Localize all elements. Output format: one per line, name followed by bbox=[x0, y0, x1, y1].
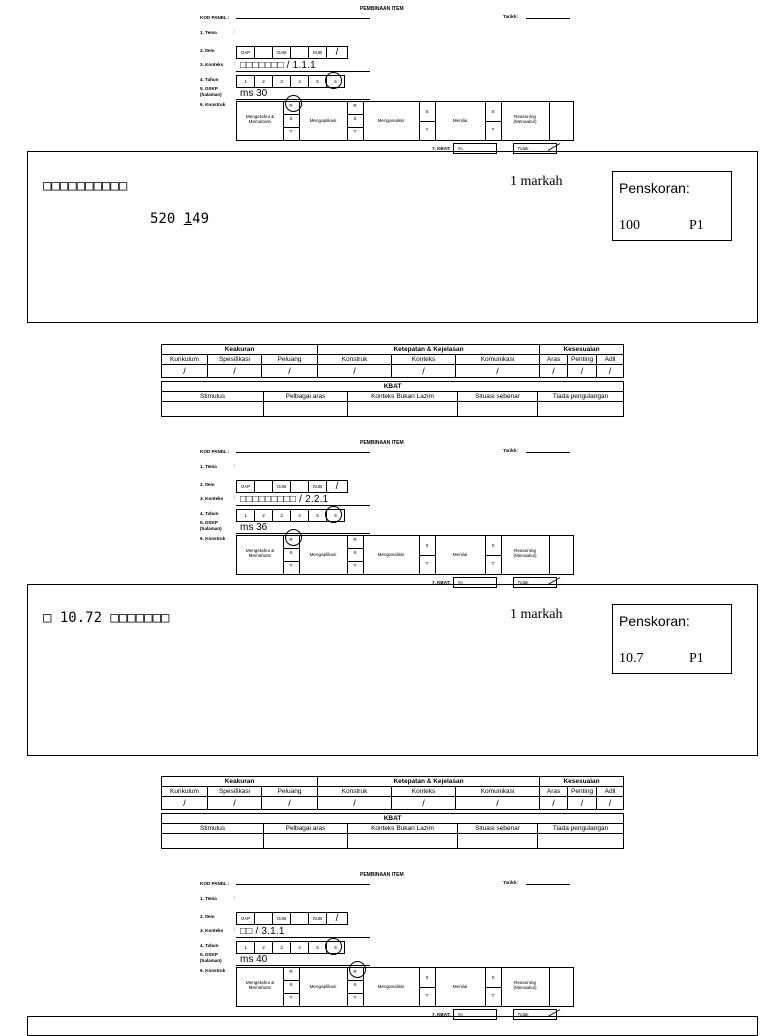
grid-line bbox=[549, 968, 550, 1006]
column-header: Penting bbox=[568, 787, 597, 797]
grid-line bbox=[283, 114, 299, 115]
grid-line bbox=[501, 536, 502, 574]
group-header: Kesesuaian bbox=[540, 345, 624, 355]
tahun-option: 6 bbox=[334, 79, 337, 84]
kbat-no: Tidak bbox=[513, 143, 557, 154]
kbat-no: Tidak bbox=[513, 1009, 557, 1020]
score-value: P1 bbox=[689, 218, 704, 233]
tick-cell: / bbox=[540, 797, 568, 810]
grid-line bbox=[549, 102, 550, 140]
kbat-label: 7. KBAT: bbox=[432, 1012, 451, 1017]
konstruk-mengaplikasi: Mengaplikasi bbox=[309, 984, 337, 989]
konstruk-mengetahui: Mengetahui & Memahami bbox=[245, 114, 275, 124]
kbat-cell bbox=[538, 402, 624, 417]
column-header: Konstruk bbox=[318, 355, 392, 365]
kbat-column: Stimulus bbox=[162, 824, 264, 834]
penskoran-label: Penskoran: bbox=[619, 613, 690, 629]
grid-line bbox=[363, 102, 364, 140]
grid-line bbox=[299, 968, 300, 1006]
item-option: SUB bbox=[309, 47, 327, 58]
item-option-tick: / bbox=[335, 913, 339, 924]
kbat-cell bbox=[264, 402, 348, 417]
kbat-table bbox=[161, 381, 624, 417]
tarikh-label: Tarikh: bbox=[503, 14, 518, 19]
konstruk-t: T bbox=[353, 563, 357, 568]
kbat-cell bbox=[162, 834, 264, 849]
grid-line bbox=[501, 102, 502, 140]
konstruk-mengaplikasi: Mengaplikasi bbox=[309, 552, 337, 557]
konstruk-t: T bbox=[353, 129, 357, 134]
grid-line bbox=[283, 561, 299, 562]
konstruk-label: 6. Konstruk bbox=[200, 102, 226, 107]
grid-line bbox=[419, 555, 435, 556]
kbat-title: KBAT bbox=[162, 382, 624, 392]
markah-label: 1 markah bbox=[510, 607, 563, 622]
selected-circle bbox=[325, 72, 342, 89]
grid-line bbox=[501, 968, 502, 1006]
konstruk-grid bbox=[236, 967, 574, 1007]
kbat-cell bbox=[348, 402, 458, 417]
kod-panel-label: KOD PANEL : bbox=[200, 881, 230, 886]
grid-line bbox=[283, 993, 299, 994]
dskp-value: ms 36 bbox=[240, 522, 268, 533]
tarikh-line bbox=[526, 884, 570, 885]
tick-cell: / bbox=[162, 797, 208, 810]
item-option: OAP bbox=[237, 47, 255, 58]
item-option: OAP bbox=[237, 481, 255, 492]
selected-circle bbox=[285, 529, 302, 546]
grid-line bbox=[347, 980, 363, 981]
review-table-1 bbox=[161, 344, 623, 417]
tahun-option: 5 bbox=[309, 510, 327, 521]
group-header: Keakuran bbox=[162, 777, 318, 787]
konstruk-r: R bbox=[289, 537, 293, 542]
tick-cell: / bbox=[318, 365, 392, 378]
column-header: Konteks bbox=[392, 787, 456, 797]
kod-panel-line bbox=[236, 18, 370, 19]
tahun-option: 4 bbox=[291, 510, 309, 521]
tick-cell: / bbox=[318, 797, 392, 810]
tahun-option: 2 bbox=[255, 510, 273, 521]
konstruk-label: 6. Konstruk bbox=[200, 536, 226, 541]
konteks-value: □□ / 3.1.1 bbox=[240, 926, 285, 937]
dskp-line bbox=[236, 533, 370, 534]
form-title: PEMBINAAN ITEM bbox=[360, 6, 404, 12]
colon: : bbox=[234, 895, 236, 901]
konteks-value: □□□□□□□ / 1.1.1 bbox=[240, 60, 316, 71]
konteks-label: 3. Konteks bbox=[200, 62, 224, 67]
konstruk-r: R bbox=[353, 969, 357, 974]
tema-label: 1. Tema bbox=[200, 30, 217, 35]
grid-line bbox=[485, 987, 501, 988]
penskoran-box bbox=[612, 171, 732, 241]
column-header: Aras bbox=[540, 355, 568, 365]
tahun-option: 3 bbox=[273, 76, 291, 87]
group-header: Ketepatan & Kejelasan bbox=[318, 777, 540, 787]
halaman-label: (halaman) bbox=[200, 958, 222, 963]
kbat-column: Tiada pengulangan bbox=[538, 392, 624, 402]
item-label: 2. Item bbox=[200, 48, 215, 53]
konstruk-r: R bbox=[353, 537, 357, 542]
item-option: SUB bbox=[309, 481, 327, 492]
question-box-1 bbox=[27, 151, 758, 323]
dskp-value: ms 30 bbox=[240, 88, 268, 99]
criteria-table bbox=[161, 776, 624, 810]
konstruk-t: T bbox=[425, 127, 429, 132]
group-header: Keakuran bbox=[162, 345, 318, 355]
grid-line bbox=[347, 114, 363, 115]
item-option bbox=[255, 913, 273, 924]
halaman-label: (halaman) bbox=[200, 92, 222, 97]
tick-cell: / bbox=[208, 365, 262, 378]
selected-circle bbox=[349, 961, 366, 978]
tahun-option: 2 bbox=[255, 76, 273, 87]
konstruk-t: T bbox=[425, 993, 429, 998]
kod-panel-label: KOD PANEL : bbox=[200, 449, 230, 454]
dskp-line bbox=[236, 99, 370, 100]
kbat-no: Tidak bbox=[513, 577, 557, 588]
konstruk-t: T bbox=[425, 561, 429, 566]
tick-cell: / bbox=[262, 365, 318, 378]
penskoran-label: Penskoran: bbox=[619, 180, 690, 196]
tahun-option: 1 bbox=[237, 76, 255, 87]
kbat-table bbox=[161, 813, 624, 849]
kbat-label: 7. KBAT: bbox=[432, 580, 451, 585]
column-header: Spesifikasi bbox=[208, 787, 262, 797]
kbat-cell bbox=[264, 834, 348, 849]
kod-panel-label: KOD PANEL : bbox=[200, 15, 230, 20]
item-option: OAB bbox=[273, 913, 291, 924]
grid-line bbox=[435, 968, 436, 1006]
tick-cell: / bbox=[597, 797, 624, 810]
konstruk-t: T bbox=[353, 995, 357, 1000]
column-header: Adil bbox=[597, 787, 624, 797]
item-option bbox=[291, 47, 309, 58]
konstruk-s: S bbox=[353, 550, 357, 555]
konstruk-mengetahui: Mengetahui & Memahami bbox=[245, 980, 275, 990]
question-text: □ 10.72 □□□□□□□ bbox=[43, 610, 170, 626]
item-form-3 bbox=[200, 872, 572, 1022]
konteks-line bbox=[236, 71, 370, 72]
grid-line bbox=[419, 121, 435, 122]
konteks-line bbox=[236, 505, 370, 506]
kbat-title: KBAT bbox=[162, 814, 624, 824]
tick-cell: / bbox=[392, 797, 456, 810]
konteks-label: 3. Konteks bbox=[200, 496, 224, 501]
konstruk-s: S bbox=[425, 975, 429, 980]
grid-line bbox=[419, 987, 435, 988]
kbat-column: Pelbagai aras bbox=[264, 824, 348, 834]
column-header: Spesifikasi bbox=[208, 355, 262, 365]
colon: : bbox=[234, 927, 236, 933]
grid-line bbox=[435, 102, 436, 140]
tahun-option: 1 bbox=[237, 510, 255, 521]
konstruk-r: R bbox=[353, 103, 357, 108]
item-option: OAB bbox=[273, 481, 291, 492]
kod-panel-line bbox=[236, 884, 370, 885]
konstruk-t: T bbox=[289, 129, 293, 134]
tahun-label: 4. Tahun bbox=[200, 943, 219, 948]
tarikh-line bbox=[526, 18, 570, 19]
grid-line bbox=[347, 127, 363, 128]
grid-line bbox=[283, 127, 299, 128]
kbat-column: Konteks Bukan Lazim bbox=[348, 392, 458, 402]
kbat-cell bbox=[162, 402, 264, 417]
tick-cell: / bbox=[208, 797, 262, 810]
selected-circle bbox=[325, 506, 342, 523]
question-text: □□□□□□□□□□ bbox=[43, 178, 128, 194]
grid-line bbox=[347, 561, 363, 562]
tarikh-label: Tarikh: bbox=[503, 880, 518, 885]
konstruk-r: R bbox=[289, 103, 293, 108]
answer-value: 100 bbox=[619, 218, 640, 233]
column-header: Adil bbox=[597, 355, 624, 365]
column-header: Kurikulum bbox=[162, 787, 208, 797]
column-header: Aras bbox=[540, 787, 568, 797]
konstruk-mengetahui: Mengetahui & Memahami bbox=[245, 548, 275, 558]
konteks-line bbox=[236, 937, 370, 938]
item-options bbox=[236, 480, 348, 493]
tick-cell: / bbox=[597, 365, 624, 378]
colon: : bbox=[234, 61, 236, 67]
item-option bbox=[255, 481, 273, 492]
column-header: Kurikulum bbox=[162, 355, 208, 365]
konstruk-reasoning: Reasoning (Menaakul) bbox=[513, 548, 537, 558]
konstruk-t: T bbox=[491, 561, 495, 566]
penskoran-box bbox=[612, 604, 732, 674]
grid-line bbox=[485, 555, 501, 556]
tahun-option: 6 bbox=[334, 945, 337, 950]
tick-cell: / bbox=[568, 797, 597, 810]
tema-label: 1. Tema bbox=[200, 896, 217, 901]
kbat-column: Pelbagai aras bbox=[264, 392, 348, 402]
kbat-yes: Yo bbox=[453, 577, 497, 588]
item-option-tick: / bbox=[335, 481, 339, 492]
column-header: Peluang bbox=[262, 355, 318, 365]
calc-part: 520 bbox=[150, 211, 184, 227]
item-label: 2. Item bbox=[200, 914, 215, 919]
konteks-value: □□□□□□□□□ / 2.2.1 bbox=[240, 494, 329, 505]
item-label: 2. Item bbox=[200, 482, 215, 487]
konstruk-t: T bbox=[289, 563, 293, 568]
kbat-cell bbox=[458, 834, 538, 849]
kbat-column: Situasi sebenar bbox=[458, 392, 538, 402]
konteks-label: 3. Konteks bbox=[200, 928, 224, 933]
item-form-1 bbox=[200, 6, 572, 156]
markah-label: 1 markah bbox=[510, 174, 563, 189]
konstruk-label: 6. Konstruk bbox=[200, 968, 226, 973]
item-options bbox=[236, 912, 348, 925]
grid-line bbox=[549, 536, 550, 574]
tick-cell: / bbox=[162, 365, 208, 378]
tahun-option: 5 bbox=[309, 942, 327, 953]
item-option bbox=[291, 481, 309, 492]
konstruk-s: S bbox=[289, 116, 293, 121]
konstruk-menganalisis: Menganalisis bbox=[377, 984, 405, 989]
konstruk-t: T bbox=[289, 995, 293, 1000]
item-option: OAP bbox=[237, 913, 255, 924]
item-option-tick: / bbox=[335, 47, 339, 58]
tahun-option: 6 bbox=[334, 513, 337, 518]
kbat-column: Tiada pengulangan bbox=[538, 824, 624, 834]
tahun-label: 4. Tahun bbox=[200, 511, 219, 516]
kbat-label: 7. KBAT: bbox=[432, 146, 451, 151]
item-options bbox=[236, 46, 348, 59]
tick-cell: / bbox=[456, 365, 540, 378]
grid-line bbox=[435, 536, 436, 574]
tema-label: 1. Tema bbox=[200, 464, 217, 469]
group-header: Ketepatan & Kejelasan bbox=[318, 345, 540, 355]
konstruk-t: T bbox=[491, 127, 495, 132]
tick-cell: / bbox=[392, 365, 456, 378]
colon: : bbox=[234, 29, 236, 35]
tarikh-label: Tarikh: bbox=[503, 448, 518, 453]
form-title: PEMBINAAN ITEM bbox=[360, 440, 404, 446]
item-option bbox=[255, 47, 273, 58]
konstruk-menganalisis: Menganalisis bbox=[377, 118, 405, 123]
kbat-yes: Yo bbox=[453, 143, 497, 154]
tarikh-line bbox=[526, 452, 570, 453]
column-header: Komunikasi bbox=[456, 787, 540, 797]
question-box-3 bbox=[27, 1016, 758, 1036]
selected-circle bbox=[325, 938, 342, 955]
tahun-option: 3 bbox=[273, 942, 291, 953]
item-option: SUB bbox=[309, 913, 327, 924]
column-header: Konstruk bbox=[318, 787, 392, 797]
konstruk-s: S bbox=[289, 982, 293, 987]
dskp-label: 5. DSKP bbox=[200, 86, 218, 91]
tahun-option: 5 bbox=[309, 76, 327, 87]
kbat-column: Stimulus bbox=[162, 392, 264, 402]
score-value: P1 bbox=[689, 651, 704, 666]
grid-line bbox=[283, 980, 299, 981]
grid-line bbox=[347, 993, 363, 994]
konstruk-s: S bbox=[353, 982, 357, 987]
konstruk-menganalisis: Menganalisis bbox=[377, 552, 405, 557]
konstruk-s: S bbox=[425, 109, 429, 114]
grid-line bbox=[485, 121, 501, 122]
question-calculation bbox=[150, 211, 209, 227]
tick-cell: / bbox=[262, 797, 318, 810]
konstruk-s: S bbox=[425, 543, 429, 548]
colon: : bbox=[234, 495, 236, 501]
dskp-value: ms 40 bbox=[240, 954, 268, 965]
tick-cell: / bbox=[568, 365, 597, 378]
criteria-table bbox=[161, 344, 624, 378]
konstruk-s: S bbox=[491, 543, 495, 548]
kbat-cell bbox=[458, 402, 538, 417]
calc-underlined: 1 bbox=[183, 211, 193, 227]
column-header: Peluang bbox=[262, 787, 318, 797]
tahun-option: 1 bbox=[237, 942, 255, 953]
konstruk-menilai: Menilai bbox=[452, 118, 468, 123]
column-header: Penting bbox=[568, 355, 597, 365]
kbat-yes: Yo bbox=[453, 1009, 497, 1020]
group-header: Kesesuaian bbox=[540, 777, 624, 787]
tick-cell: / bbox=[456, 797, 540, 810]
calc-part: 49 bbox=[192, 211, 210, 227]
grid-line bbox=[347, 548, 363, 549]
question-box-2 bbox=[27, 584, 758, 756]
column-header: Konteks bbox=[392, 355, 456, 365]
colon: : bbox=[234, 463, 236, 469]
tahun-option: 2 bbox=[255, 942, 273, 953]
tick-cell: / bbox=[540, 365, 568, 378]
konstruk-s: S bbox=[289, 550, 293, 555]
konstruk-reasoning: Reasoning (Menaakul) bbox=[513, 980, 537, 990]
item-form-2 bbox=[200, 440, 572, 590]
grid-line bbox=[363, 536, 364, 574]
konstruk-t: T bbox=[491, 993, 495, 998]
konstruk-menilai: Menilai bbox=[452, 984, 468, 989]
konstruk-reasoning: Reasoning (Menaakul) bbox=[513, 114, 537, 124]
item-option: OAB bbox=[273, 47, 291, 58]
dskp-label: 5. DSKP bbox=[200, 520, 218, 525]
item-option bbox=[291, 913, 309, 924]
kod-panel-line bbox=[236, 452, 370, 453]
konstruk-s: S bbox=[353, 116, 357, 121]
kbat-cell bbox=[348, 834, 458, 849]
dskp-label: 5. DSKP bbox=[200, 952, 218, 957]
tahun-option: 3 bbox=[273, 510, 291, 521]
column-header: Komunikasi bbox=[456, 355, 540, 365]
kbat-cell bbox=[538, 834, 624, 849]
tahun-label: 4. Tahun bbox=[200, 77, 219, 82]
tahun-option: 4 bbox=[291, 942, 309, 953]
konstruk-s: S bbox=[491, 109, 495, 114]
kbat-column: Situasi sebenar bbox=[458, 824, 538, 834]
answer-value: 10.7 bbox=[619, 651, 644, 666]
konstruk-mengaplikasi: Mengaplikasi bbox=[309, 118, 337, 123]
kbat-column: Konteks Bukan Lazim bbox=[348, 824, 458, 834]
konstruk-r: R bbox=[289, 969, 293, 974]
selected-circle bbox=[285, 95, 302, 112]
halaman-label: (halaman) bbox=[200, 526, 222, 531]
konstruk-menilai: Menilai bbox=[452, 552, 468, 557]
tahun-option: 4 bbox=[291, 76, 309, 87]
grid-line bbox=[283, 548, 299, 549]
review-table-2 bbox=[161, 776, 623, 849]
form-title: PEMBINAAN ITEM bbox=[360, 872, 404, 878]
konstruk-s: S bbox=[491, 975, 495, 980]
